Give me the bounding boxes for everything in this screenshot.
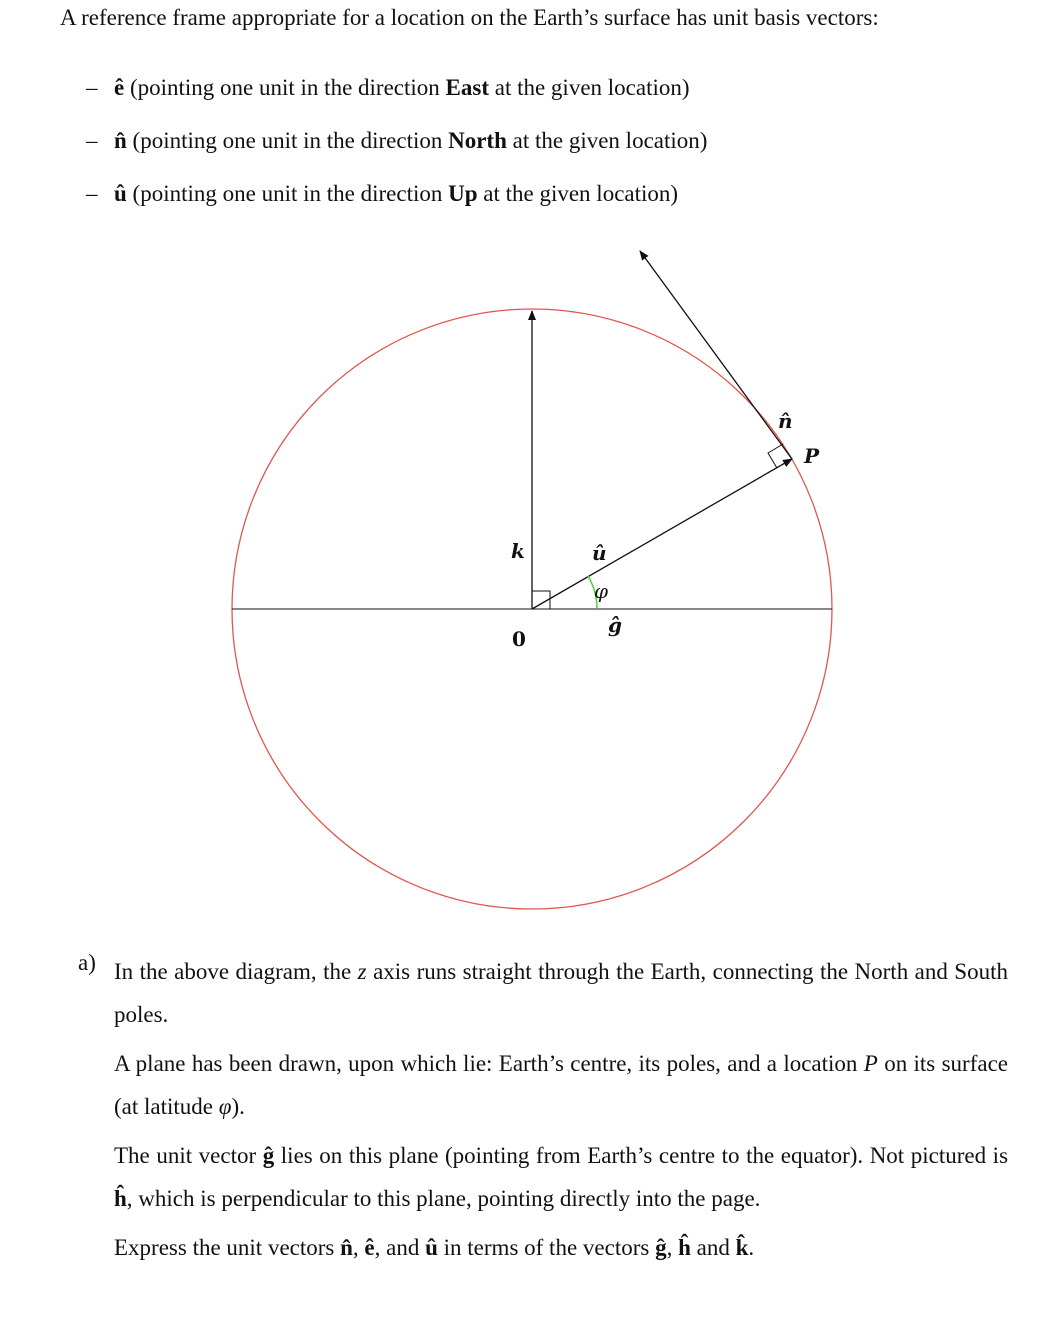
earth-diagram [0,230,1064,930]
question-paragraph [114,1226,1008,1269]
list-item [86,70,707,123]
vector-symbol: û [114,181,127,206]
text-span: axis runs straight through the Earth, connecting the North and South poles. [114,959,1008,1027]
text-span: Express the unit vectors [114,1235,335,1260]
list-item [86,123,707,176]
bullet-dash: – [86,128,98,153]
math-h: ĥ [114,1186,127,1211]
vector-symbol: ê [114,75,125,100]
text-span: lies on this plane (pointing from Earth’s centre to the equator). Not pictured is [280,1143,1009,1168]
math-p: P [863,1051,878,1076]
text-span: ). [231,1094,245,1119]
bullet-text: (pointing one unit in the direction [132,181,443,206]
math-g: ĝ [262,1143,275,1168]
direction-word: Up [448,181,478,206]
bullet-text: (pointing one unit in the direction [129,75,440,100]
math-k: k̂ [735,1235,749,1260]
question-paragraph [114,950,1008,1036]
math-u: û [425,1235,438,1260]
list-item [86,176,707,229]
text-span: , [666,1235,673,1260]
bullet-text: at the given location) [494,75,690,100]
direction-word: North [448,128,507,153]
n-label: n̂ [778,409,793,433]
text-span: A plane has been drawn, upon which lie: Earth’s centre, its poles, and a location [114,1051,858,1076]
text-span: in terms of the vectors [443,1235,650,1260]
phi-label: φ [594,579,609,603]
right-angle-p [768,444,783,468]
radius-to-p-arrow [532,459,792,609]
bullet-dash: – [86,181,98,206]
question-body [114,950,1008,1275]
bullet-dash: – [86,75,98,100]
math-h: ĥ [678,1235,691,1260]
question-a [78,950,1008,1275]
math-g: ĝ [655,1235,667,1260]
g-label: ĝ [608,613,622,637]
u-label: û [592,541,607,565]
text-span: , and [374,1235,420,1260]
bullet-text: at the given location) [483,181,679,206]
text-span: , [352,1235,359,1260]
math-phi: φ [218,1094,232,1119]
text-span: The unit vector [114,1143,257,1168]
text-span: on its surface (at latitude [114,1051,1008,1119]
direction-word: East [445,75,489,100]
text-span: , which is perpendicular to this plane, pointing directly into the page. [126,1186,761,1211]
text-span: and [696,1235,730,1260]
question-label: a) [78,950,96,975]
text-span: . [748,1235,755,1260]
math-e: ê [364,1235,375,1260]
math-n: n̂ [340,1235,353,1260]
question-paragraph [114,1042,1008,1128]
intro-text: A reference frame appropriate for a location on the Earth’s surface has unit basis vectors: [60,5,879,30]
text-span: In the above diagram, the [114,959,352,984]
origin-label: 0 [512,627,526,651]
vector-symbol: n̂ [114,128,127,153]
north-tangent-arrow [640,251,792,459]
math-z: z [357,959,367,984]
k-label: k [511,539,525,563]
bullet-text: at the given location) [512,128,708,153]
basis-vector-list [86,70,707,229]
question-paragraph [114,1134,1008,1220]
p-label: P [804,444,820,468]
bullet-text: (pointing one unit in the direction [132,128,443,153]
